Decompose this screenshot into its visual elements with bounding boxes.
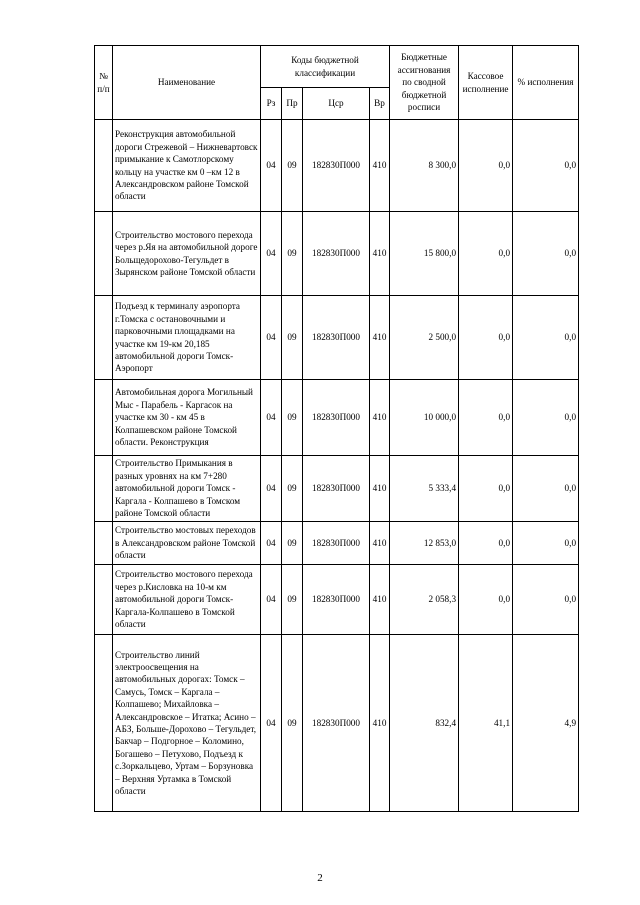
vr-cell: 410 — [370, 120, 390, 212]
pr-cell: 09 — [282, 212, 303, 296]
pct-cell: 4,9 — [513, 635, 579, 812]
csr-cell: 182830П000 — [303, 522, 370, 565]
alloc-cell: 2 058,3 — [390, 565, 459, 635]
num-cell — [95, 456, 113, 522]
table-row — [95, 522, 579, 565]
num-cell — [95, 565, 113, 635]
alloc-cell: 832,4 — [390, 635, 459, 812]
num-cell — [95, 120, 113, 212]
pct-cell: 0,0 — [513, 296, 579, 380]
name-cell: Строительство Примыкания в разных уровнях на км 7+280 автомобильной дороги Томск - Каргала - Колпашево в Томском районе Томской области — [113, 456, 261, 522]
table-row — [95, 120, 579, 212]
table-row — [95, 212, 579, 296]
table-row — [95, 296, 579, 380]
name-cell: Строительство мостовых переходов в Александровском районе Томской области — [113, 522, 261, 565]
num-cell — [95, 635, 113, 812]
alloc-cell: 2 500,0 — [390, 296, 459, 380]
alloc-cell: 15 800,0 — [390, 212, 459, 296]
rz-cell: 04 — [261, 522, 282, 565]
header-rz: Рз — [261, 88, 282, 120]
page-number: 2 — [317, 872, 323, 884]
name-cell: Реконструкция автомобильной дороги Стрежевой – Нижневартовск примыкание к Самотлорскому кольцу на участке км 0 –км 12 в Александровском районе Томской области — [113, 120, 261, 212]
cash-cell: 0,0 — [459, 120, 513, 212]
csr-cell: 182830П000 — [303, 380, 370, 456]
csr-cell: 182830П000 — [303, 456, 370, 522]
num-cell — [95, 212, 113, 296]
pr-cell: 09 — [282, 380, 303, 456]
table-header — [95, 46, 579, 120]
cash-cell: 0,0 — [459, 565, 513, 635]
alloc-cell: 8 300,0 — [390, 120, 459, 212]
pct-cell: 0,0 — [513, 456, 579, 522]
rz-cell: 04 — [261, 456, 282, 522]
cash-cell: 0,0 — [459, 296, 513, 380]
name-cell: Строительство мостового перехода через р.Кисловка на 10-м км автомобильной дороги Томск-Каргала-Колпашево в Томской области — [113, 565, 261, 635]
table-body — [95, 120, 579, 812]
vr-cell: 410 — [370, 212, 390, 296]
header-pr: Пр — [282, 88, 303, 120]
cash-cell: 0,0 — [459, 212, 513, 296]
pr-cell: 09 — [282, 120, 303, 212]
vr-cell: 410 — [370, 380, 390, 456]
vr-cell: 410 — [370, 565, 390, 635]
rz-cell: 04 — [261, 212, 282, 296]
pr-cell: 09 — [282, 456, 303, 522]
csr-cell: 182830П000 — [303, 212, 370, 296]
pct-cell: 0,0 — [513, 565, 579, 635]
csr-cell: 182830П000 — [303, 120, 370, 212]
vr-cell: 410 — [370, 456, 390, 522]
pr-cell: 09 — [282, 296, 303, 380]
num-cell — [95, 380, 113, 456]
name-cell: Строительство мостового перехода через р.Яя на автомобильной дороге Больщедорохово-Тегульдет в Зырянском районе Томской области — [113, 212, 261, 296]
header-csr: Цср — [303, 88, 370, 120]
cash-cell: 41,1 — [459, 635, 513, 812]
alloc-cell: 5 333,4 — [390, 456, 459, 522]
vr-cell: 410 — [370, 296, 390, 380]
pct-cell: 0,0 — [513, 120, 579, 212]
header-alloc: Бюджетные ассигнования по сводной бюджетной росписи — [390, 46, 459, 120]
table-row — [95, 635, 579, 812]
pct-cell: 0,0 — [513, 522, 579, 565]
pr-cell: 09 — [282, 565, 303, 635]
pr-cell: 09 — [282, 522, 303, 565]
header-num: № п/п — [95, 46, 113, 120]
budget-table — [94, 45, 579, 812]
name-cell: Подъезд к терминалу аэропорта г.Томска с остановочными и парковочными площадками на участке км 19-км 20,185 автомобильной дороги Томск-Аэропорт — [113, 296, 261, 380]
rz-cell: 04 — [261, 296, 282, 380]
rz-cell: 04 — [261, 120, 282, 212]
table-row — [95, 380, 579, 456]
num-cell — [95, 522, 113, 565]
vr-cell: 410 — [370, 522, 390, 565]
cash-cell: 0,0 — [459, 522, 513, 565]
csr-cell: 182830П000 — [303, 635, 370, 812]
pct-cell: 0,0 — [513, 212, 579, 296]
alloc-cell: 12 853,0 — [390, 522, 459, 565]
alloc-cell: 10 000,0 — [390, 380, 459, 456]
table-row — [95, 565, 579, 635]
rz-cell: 04 — [261, 380, 282, 456]
header-pct: % исполнения — [513, 46, 579, 120]
pr-cell: 09 — [282, 635, 303, 812]
name-cell: Строительство линий электроосвещения на автомобильных дорогах: Томск – Самусь, Томск – Каргала – Колпашево; Михайловка – Александровское – Итатка; Асино – АБЗ, Больше-Дорохово – Тегульдет, Бакчар – Подгорное – Коломино, Богашево – Петухово, Подъезд к с.Зоркальцево, Уртам – Борзуновка – Верхняя Уртамка в Томской области — [113, 635, 261, 812]
table-row — [95, 456, 579, 522]
name-cell: Автомобильная дорога Могильный Мыс - Парабель - Каргасок на участке км 30 - км 45 в Колпашевском районе Томской области. Реконструкция — [113, 380, 261, 456]
rz-cell: 04 — [261, 635, 282, 812]
num-cell — [95, 296, 113, 380]
rz-cell: 04 — [261, 565, 282, 635]
cash-cell: 0,0 — [459, 456, 513, 522]
header-name: Наименование — [113, 46, 261, 120]
vr-cell: 410 — [370, 635, 390, 812]
pct-cell: 0,0 — [513, 380, 579, 456]
csr-cell: 182830П000 — [303, 565, 370, 635]
header-cash: Кассовое исполнение — [459, 46, 513, 120]
csr-cell: 182830П000 — [303, 296, 370, 380]
cash-cell: 0,0 — [459, 380, 513, 456]
header-vr: Вр — [370, 88, 390, 120]
header-codes: Коды бюджетной классификации — [261, 46, 390, 88]
